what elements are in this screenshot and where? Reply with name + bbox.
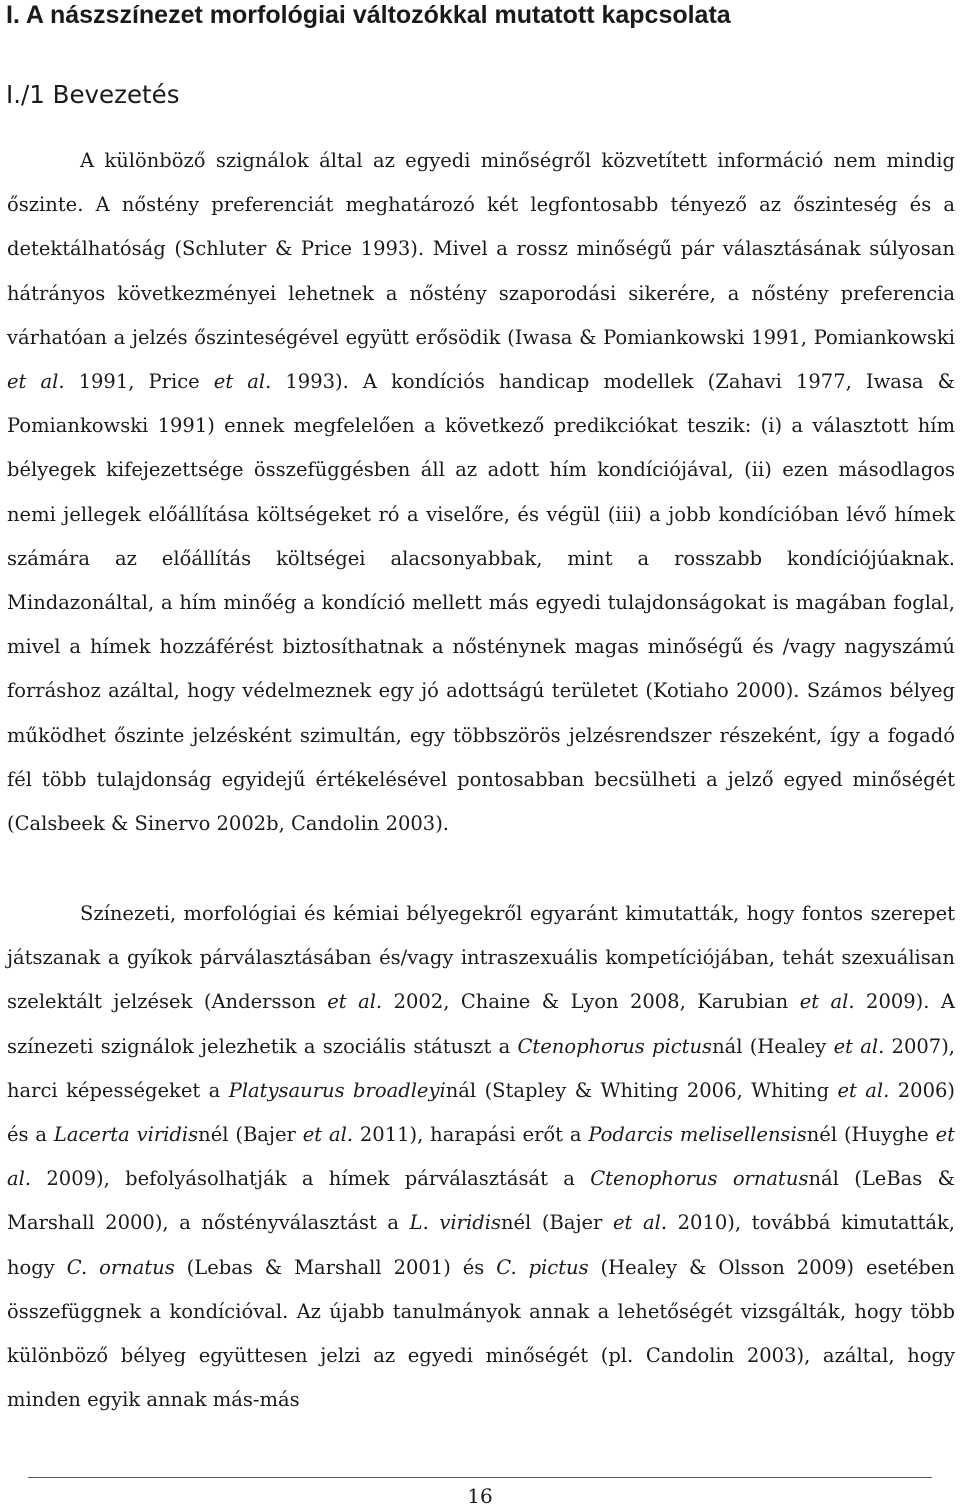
- text-run: 1991, Price: [64, 370, 214, 394]
- text-run: 2002, Chaine & Lyon 2008, Karubian: [382, 990, 800, 1014]
- italic-text-run: Lacerta viridis: [53, 1123, 199, 1147]
- italic-text-run: C. ornatus: [66, 1255, 175, 1279]
- text-run: nél (Bajer: [198, 1123, 303, 1147]
- section-title: I./1 Bevezetés: [6, 80, 180, 109]
- text-run: 1993). A kondíciós handicap modellek (Zahavi 1977, Iwasa & Pomiankowski 1991) ennek megfelelően a következő predikciókat teszik: (i) a választott hím bélyegek kifejezettsége összefüggésben áll az adott hím kondíciójával, (ii) ezen másodlagos nemi jellegek előállítása költségeket ró a viselőre, és végül (iii) a jobb kondícióban lévő hímek számára az előállítás költségei alacsonyabbak, mint a rosszabb kondíciójúaknak. Mindazonáltal, a hím minőég a kondíció mellett más egyedi tulajdonságokat is magában foglal, mivel a hímek hozzáférést biztosíthatnak a nősténynek magas minőségű és /vagy nagyszámú forráshoz azáltal, hogy védelmeznek egy jó adottságú területet (Kotiaho 2000). Számos bélyeg működhet őszinte jelzésként szimultán, egy többszörös jelzésrendszer részeként, így a fogadó fél több tulajdonság egyidejű értékelésével pontosabban becsülheti a jelző egyed minőségét (Calsbeek & Sinervo 2002b, Candolin 2003).: [7, 370, 956, 836]
- italic-text-run: et al.: [7, 370, 65, 394]
- text-run: 2011), harapási erőt a: [353, 1123, 589, 1147]
- italic-text-run: et al.: [833, 1034, 885, 1058]
- italic-text-run: et al.: [7, 1123, 955, 1191]
- italic-text-run: L. viridis: [409, 1211, 501, 1235]
- text-run: (Lebas & Marshall 2001) és: [174, 1255, 497, 1279]
- text-run: 2009), befolyásolhatják a hímek párválasztását a: [31, 1167, 591, 1191]
- italic-text-run: et al.: [302, 1123, 354, 1147]
- page-number: 16: [467, 1484, 493, 1508]
- italic-text-run: C. pictus: [496, 1255, 589, 1279]
- text-run: nál (Stapley & Whiting 2006, Whiting: [445, 1078, 838, 1102]
- chapter-title: I. A nászszínezet morfológiai változókkal mutatott kapcsolata: [6, 1, 731, 29]
- italic-text-run: Ctenophorus pictus: [517, 1034, 713, 1058]
- italic-text-run: et al.: [327, 990, 383, 1014]
- italic-text-run: et al.: [612, 1211, 668, 1235]
- text-run: A különböző szignálok által az egyedi minőségről közvetített információ nem mindig őszinte. A nőstény preferenciát meghatározó két legfontosabb tényező az őszinteség és a detektálhatóság (Schluter & Price 1993). Mivel a rossz minőségű pár választásának súlyosan hátrányos következményei lehetnek a nőstény szaporodási sikerére, a nőstény preferencia várhatóan a jelzés őszinteségével együtt erősödik (Iwasa & Pomiankowski 1991, Pomiankowski: [7, 149, 955, 349]
- footer-divider: [28, 1477, 932, 1478]
- italic-text-run: Ctenophorus ornatus: [590, 1167, 809, 1191]
- text-run: nál (LeBas & Marshall 2000), a nőstényválasztást a: [7, 1167, 955, 1235]
- italic-text-run: Platysaurus broadleyi: [228, 1078, 446, 1102]
- paragraph-2: [7, 892, 955, 1422]
- text-run: nél (Huyghe: [806, 1123, 936, 1147]
- text-run: 2009). A színezeti szignálok jelezhetik a szociális státuszt a: [7, 990, 956, 1058]
- text-run: (Healey & Olsson 2009) esetében összefüggnek a kondícióval. Az újabb tanulmányok annak a lehetőségét vizsgálták, hogy több különböző bélyeg együttesen jelzi az egyedi minőségét (pl. Candolin 2003), azáltal, hogy minden egyik annak más-más: [7, 1255, 955, 1412]
- text-run: Színezeti, morfológiai és kémiai bélyegekről egyaránt kimutatták, hogy fontos szerepet játszanak a gyíkok párválasztásában és/vagy intraszexuális kompetíciójában, tehát szexuálisan szelektált jelzések (Andersson: [7, 902, 955, 1014]
- italic-text-run: Podarcis melisellensis: [588, 1123, 807, 1147]
- text-run: 2006) és a: [7, 1078, 955, 1147]
- italic-text-run: et al.: [837, 1078, 890, 1102]
- text-run: 2010), továbbá kimutatták, hogy: [7, 1211, 955, 1279]
- text-run: nál (Healey: [712, 1034, 834, 1058]
- italic-text-run: et al.: [799, 990, 855, 1014]
- text-run: nél (Bajer: [500, 1211, 613, 1235]
- text-run: 2007), harci képességeket a: [7, 1034, 955, 1102]
- paragraph-1: [7, 139, 955, 846]
- italic-text-run: et al.: [213, 370, 272, 394]
